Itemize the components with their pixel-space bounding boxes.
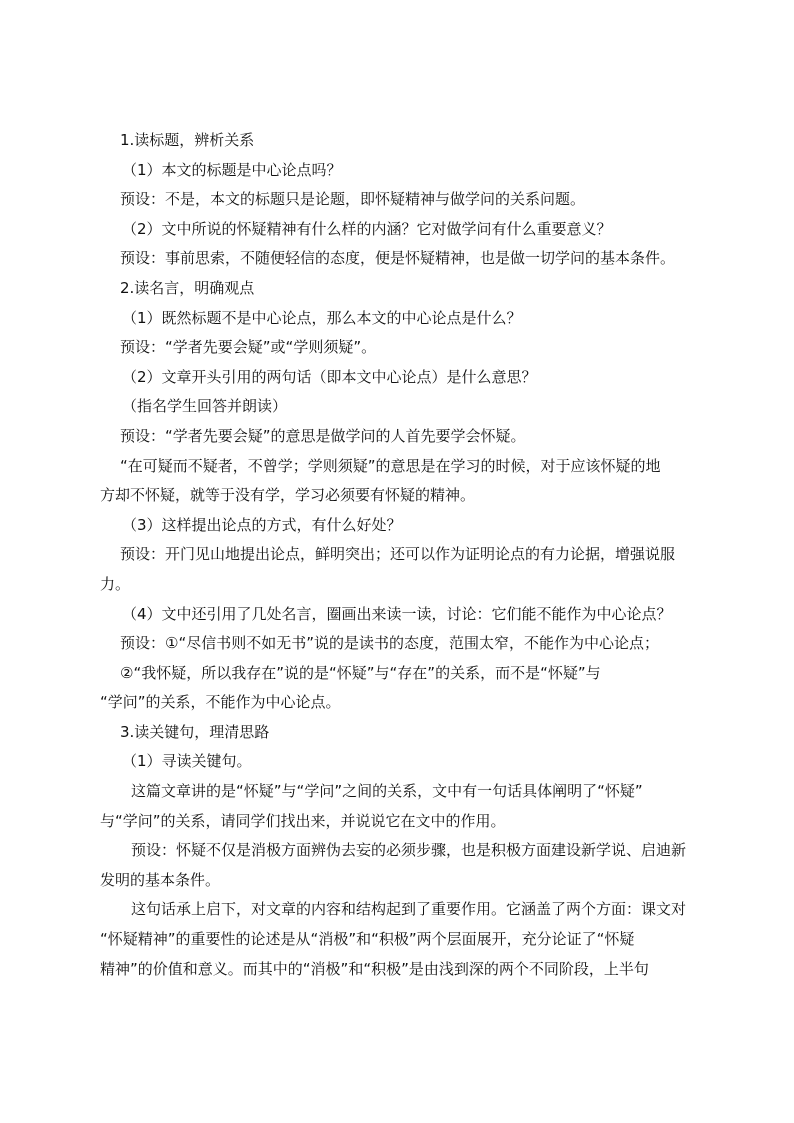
text-line: （1）本文的标题是中心论点吗？ [122,160,342,179]
text-line: （4）文中还引用了几处名言，圈画出来读一读，讨论：它们能不能作为中心论点？ [122,604,672,623]
text-line: 1.读标题，辨析关系 [120,131,255,149]
text-line: 这句话承上启下，对文章的内容和结构起到了重要作用。它涵盖了两个方面：课文对 [131,900,687,919]
text-line: 方却不怀疑，就等于没有学，学习必须要有怀疑的精神。 [100,486,476,505]
text-line: 力。 [100,574,131,593]
text-line: 精神”的价值和意义。而其中的“消极”和“积极”是由浅到深的两个不同阶段，上半句 [100,959,649,978]
text-line: 预设：不是，本文的标题只是论题，即怀疑精神与做学问的关系问题。 [120,190,586,209]
text-line: 发明的基本条件。 [100,870,221,889]
text-line: “在可疑而不疑者，不曾学；学则须疑”的意思是在学习的时候，对于应该怀疑的地 [120,456,661,475]
text-line: “怀疑精神”的重要性的论述是从“消极”和“积极”两个层面展开，充分论证了“怀疑 [100,930,635,949]
text-line: （2）文章开头引用的两句话（即本文中心论点）是什么意思？ [122,367,537,386]
text-line: 这篇文章讲的是“怀疑”与“学问”之间的关系，文中有一句话具体阐明了“怀疑” [131,782,643,801]
text-line: ②“我怀疑，所以我存在”说的是“怀疑”与“存在”的关系，而不是“怀疑”与 [120,663,601,682]
text-line: 预设：①“尽信书则不如无书”说的是读书的态度，范围太窄，不能作为中心论点； [120,634,659,653]
text-line: （1）既然标题不是中心论点，那么本文的中心论点是什么？ [122,308,522,327]
text-line: “学问”的关系，不能作为中心论点。 [100,693,341,712]
text-line: （2）文中所说的怀疑精神有什么样的内涵？它对做学问有什么重要意义？ [122,219,612,238]
text-line: 预设：“学者先要会疑”的意思是做学问的人首先要学会怀疑。 [120,426,526,445]
text-line: 与“学问”的关系，请同学们找出来，并说说它在文中的作用。 [100,811,506,830]
document-body [100,126,728,984]
text-line: 预设：开门见山地提出论点，鲜明突出；还可以作为证明论点的有力论据，增强说服 [120,545,676,564]
text-line: 2.读名言，明确观点 [120,278,255,297]
text-line: 预设：怀疑不仅是消极方面辨伪去妄的必须步骤，也是积极方面建设新学说、启迪新 [131,841,687,860]
text-line: 预设：事前思索，不随便轻信的态度，便是怀疑精神，也是做一切学问的基本条件。 [120,249,676,268]
text-line: （1）寻读关键句。 [122,752,252,771]
text-line: 预设：“学者先要会疑”或“学则须疑”。 [120,338,377,357]
text-line: （指名学生回答并朗读） [122,397,288,416]
text-line: （3）这样提出论点的方式，有什么好处？ [122,515,402,534]
text-line: 3.读关键句，理清思路 [120,722,270,741]
